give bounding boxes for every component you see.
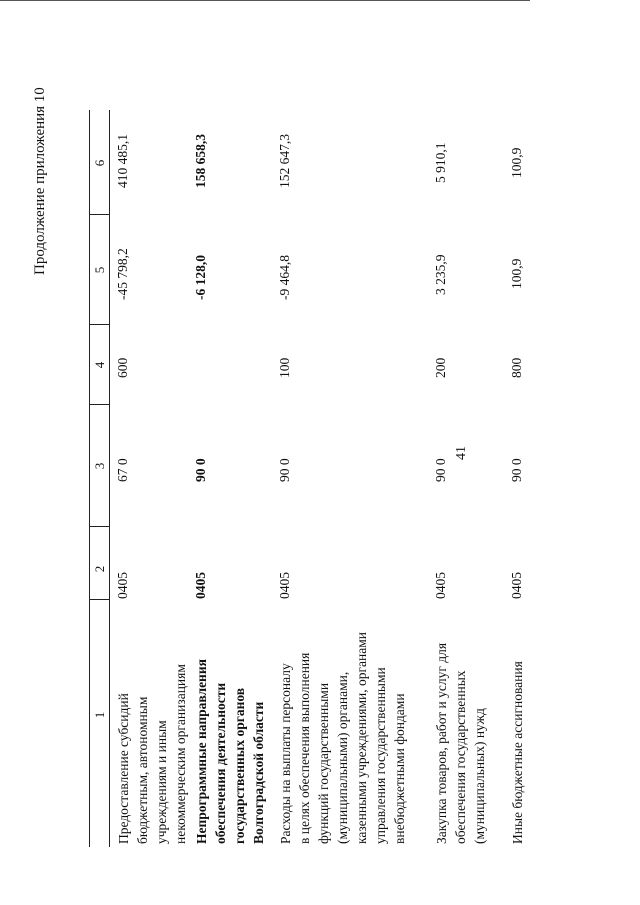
row-change: 100,9: [509, 258, 524, 289]
page-number: 41: [454, 446, 469, 460]
row-name-line: (муниципальными) органами,: [335, 671, 350, 844]
row-code: 0405: [115, 572, 130, 599]
row-name-line: бюджетным, автономным: [135, 696, 150, 844]
row-name-line: Закупка товаров, работ и услуг для: [434, 642, 449, 844]
row-code: 0405: [277, 572, 292, 599]
row-type: 800: [509, 357, 524, 378]
continuation-title: Продолжение приложения 10: [32, 87, 48, 275]
row-code: 0405: [433, 572, 448, 599]
row-name-line: управления государственными: [373, 667, 388, 844]
row-name-line: государственных органов: [232, 687, 247, 844]
header-bottom-line: [109, 110, 110, 847]
row-name-line: (муниципальных) нужд: [472, 708, 487, 844]
row-target: 90 0: [433, 458, 448, 482]
row-name-line: обеспечения деятельности: [213, 682, 228, 844]
column-header-5: 5: [92, 266, 107, 274]
row-change: -6 128,0: [193, 255, 208, 300]
row-type: 200: [433, 357, 448, 378]
column-header-1: 1: [92, 711, 107, 719]
row-name-line: Волгоградской области: [251, 701, 266, 844]
row-name-line: Предоставление субсидий: [116, 693, 131, 844]
row-name-line: Непрограммные направления: [194, 659, 209, 844]
row-change: 3 235,9: [433, 254, 448, 295]
row-total: 158 658,3: [193, 134, 208, 188]
row-total: 410 485,1: [115, 134, 130, 188]
row-name-line: функций государственными: [316, 682, 331, 844]
col-divider-3: [89, 404, 109, 405]
col-divider-1: [89, 599, 109, 600]
row-name-line: казенными учреждениями, органами: [354, 632, 369, 844]
row-name-line: внебюджетными фондами: [392, 693, 407, 844]
row-target: 90 0: [277, 458, 292, 482]
header-top-line: [89, 110, 90, 847]
row-type: 600: [115, 357, 130, 378]
col-divider-4: [89, 324, 109, 325]
row-code: 0405: [193, 572, 208, 599]
row-target: 90 0: [509, 458, 524, 482]
row-target: 67 0: [115, 458, 130, 482]
row-total: 5 910,1: [433, 142, 448, 183]
col-divider-5: [89, 214, 109, 215]
row-change: -9 464,8: [277, 255, 292, 300]
row-type: 100: [277, 357, 292, 378]
row-target: 90 0: [193, 458, 208, 482]
row-name-line: Иные бюджетные ассигнования: [510, 661, 525, 844]
row-name-line: обеспечения государственных: [453, 670, 468, 844]
column-header-2: 2: [92, 565, 107, 573]
row-total: 100,9: [509, 147, 524, 178]
col-divider-2: [89, 526, 109, 527]
column-header-6: 6: [92, 159, 107, 167]
row-code: 0405: [509, 572, 524, 599]
row-name-line: учреждениям и иным: [154, 720, 169, 844]
row-change: -45 798,2: [115, 248, 130, 300]
row-name-line: в целях обеспечения выполнения: [297, 652, 312, 844]
column-header-3: 3: [92, 462, 107, 470]
column-header-4: 4: [92, 361, 107, 369]
row-name-line: некоммерческим организациям: [173, 664, 188, 844]
row-total: 152 647,3: [277, 134, 292, 188]
row-name-line: Расходы на выплаты персоналу: [278, 663, 293, 844]
